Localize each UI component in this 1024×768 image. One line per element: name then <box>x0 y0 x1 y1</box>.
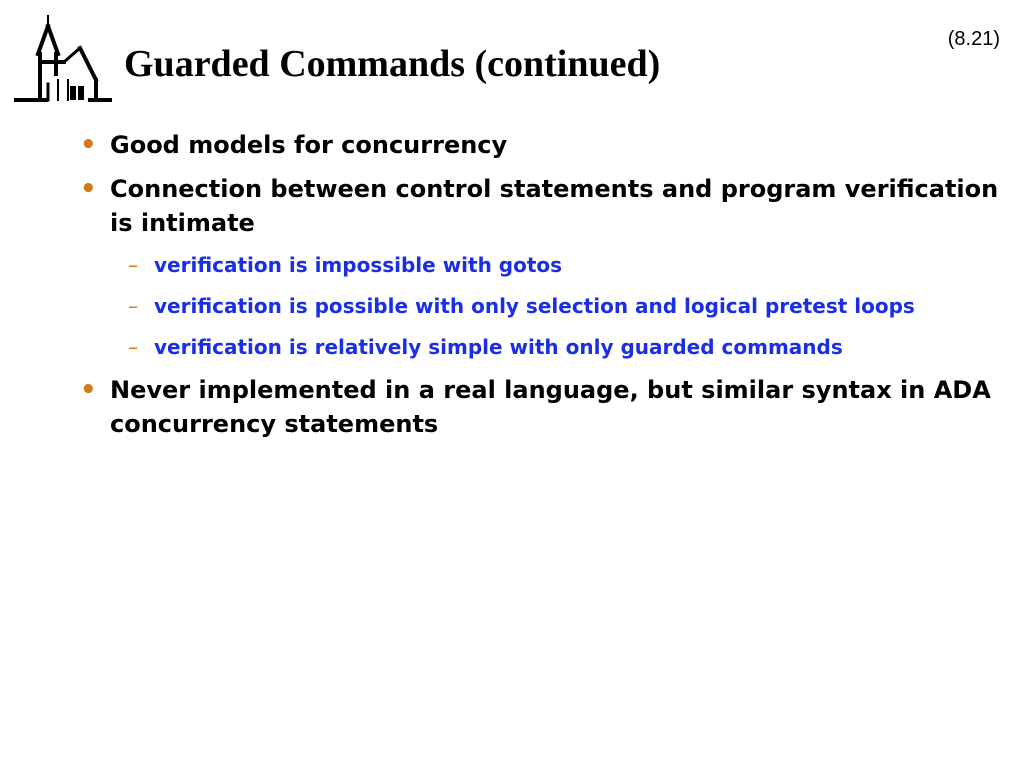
sub-bullet-item <box>74 250 1004 281</box>
dash-marker: – <box>128 335 138 359</box>
bullet-text: Connection between control statements and program verification is intimate <box>110 175 999 237</box>
bullet-text: Never implemented in a real language, but similar syntax in ADA concurrency statements <box>110 376 991 438</box>
dash-marker: – <box>128 294 138 318</box>
bullet-marker: • <box>80 375 97 405</box>
bullet-text: Good models for concurrency <box>110 131 508 159</box>
sub-bullet-item <box>74 291 1004 322</box>
bullet-item <box>74 373 1004 441</box>
church-building-icon <box>12 14 114 106</box>
sub-bullet-text: verification is relatively simple with only guarded commands <box>154 335 843 359</box>
bullet-marker: • <box>80 174 97 204</box>
bullet-marker: • <box>80 130 97 160</box>
sub-bullet-text: verification is possible with only selection and logical pretest loops <box>154 294 915 318</box>
bullet-item <box>74 172 1004 240</box>
sub-bullet-item <box>74 332 1004 363</box>
bullet-item <box>74 128 1004 162</box>
dash-marker: – <box>128 253 138 277</box>
sub-bullet-list <box>74 250 1004 363</box>
slide-content <box>74 128 1004 451</box>
sub-bullet-text: verification is impossible with gotos <box>154 253 563 277</box>
slide-title: Guarded Commands (continued) <box>124 43 661 85</box>
slide-number: (8.21) <box>947 28 1000 50</box>
